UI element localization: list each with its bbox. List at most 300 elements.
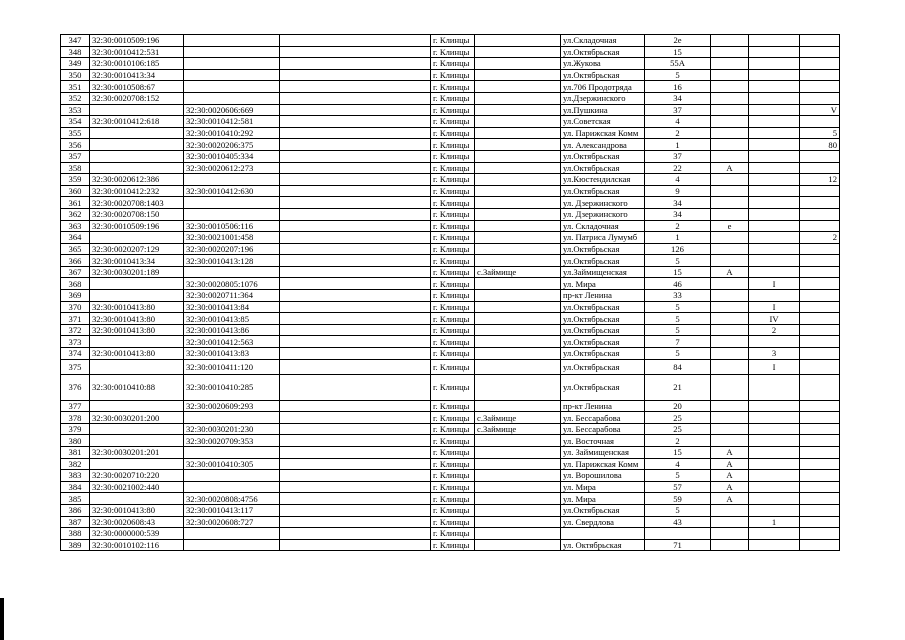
cell-cadastral-number [90, 232, 184, 244]
cell-building-cadastral-number: 32:30:0010413:85 [184, 313, 280, 325]
cell-street: ул. Октябрьская [561, 539, 645, 551]
cell-cadastral-number [90, 458, 184, 470]
cell-city: г. Клинцы [431, 220, 475, 232]
cell-cadastral-number [90, 162, 184, 174]
cell-locality [475, 458, 561, 470]
cell-city: г. Клинцы [431, 150, 475, 162]
cell-cadastral-number: 32:30:0010508:67 [90, 81, 184, 93]
cell-row-number: 383 [61, 470, 90, 482]
cell-city: г. Клинцы [431, 412, 475, 424]
cell-blank [280, 313, 431, 325]
cell-blank [280, 116, 431, 128]
cell-row-number: 382 [61, 458, 90, 470]
cell-locality: с.Займище [475, 423, 561, 435]
cell-locality [475, 359, 561, 374]
cell-house-letter: А [711, 447, 749, 459]
cell-house-letter [711, 255, 749, 267]
cell-blank [280, 516, 431, 528]
cell-house-number: 126 [645, 243, 711, 255]
cell-blank [280, 324, 431, 336]
cell-building-cadastral-number: 32:30:0020612:273 [184, 162, 280, 174]
cell-city: г. Клинцы [431, 46, 475, 58]
cell-city: г. Клинцы [431, 458, 475, 470]
cell-house-number: 16 [645, 81, 711, 93]
cell-block [749, 435, 800, 447]
cell-house-number: 1 [645, 139, 711, 151]
cell-house-letter [711, 58, 749, 70]
cell-building-cadastral-number [184, 481, 280, 493]
cell-locality [475, 400, 561, 412]
table-row [61, 447, 840, 459]
cell-house-number: 15 [645, 46, 711, 58]
cell-row-number: 364 [61, 232, 90, 244]
cell-street: ул.Октябрьская [561, 69, 645, 81]
cell-house-letter [711, 46, 749, 58]
cell-flat [800, 290, 840, 302]
cell-flat [800, 301, 840, 313]
cell-blank [280, 481, 431, 493]
cell-street: ул.Октябрьская [561, 348, 645, 360]
cell-building-cadastral-number [184, 197, 280, 209]
cell-row-number: 386 [61, 504, 90, 516]
cell-row-number: 351 [61, 81, 90, 93]
cell-house-letter [711, 539, 749, 551]
cell-street: ул.Займищенская [561, 266, 645, 278]
cell-flat [800, 243, 840, 255]
cell-cadastral-number: 32:30:0010412:618 [90, 116, 184, 128]
cell-building-cadastral-number: 32:30:0020711:364 [184, 290, 280, 302]
cell-cadastral-number: 32:30:0010412:531 [90, 46, 184, 58]
cell-row-number: 367 [61, 266, 90, 278]
cell-blank [280, 69, 431, 81]
cell-building-cadastral-number: 32:30:0020609:293 [184, 400, 280, 412]
cell-row-number: 348 [61, 46, 90, 58]
cell-building-cadastral-number: 32:30:0010411:120 [184, 359, 280, 374]
cell-city: г. Клинцы [431, 481, 475, 493]
cell-blank [280, 255, 431, 267]
cell-blank [280, 504, 431, 516]
cell-row-number: 360 [61, 185, 90, 197]
cell-cadastral-number [90, 435, 184, 447]
cell-locality [475, 69, 561, 81]
table-row [61, 162, 840, 174]
cell-block [749, 58, 800, 70]
cell-cadastral-number: 32:30:0030201:189 [90, 266, 184, 278]
cell-city: г. Клинцы [431, 470, 475, 482]
cell-building-cadastral-number [184, 470, 280, 482]
table-row [61, 470, 840, 482]
cell-house-number: 5 [645, 255, 711, 267]
cell-house-number: 57 [645, 481, 711, 493]
scan-edge-mark [0, 598, 4, 640]
cell-cadastral-number [90, 127, 184, 139]
cell-building-cadastral-number: 32:30:0010405:334 [184, 150, 280, 162]
cell-building-cadastral-number [184, 174, 280, 186]
table-row [61, 46, 840, 58]
cell-house-letter: А [711, 266, 749, 278]
cell-flat [800, 400, 840, 412]
table-row [61, 313, 840, 325]
cell-flat [800, 423, 840, 435]
cell-blank [280, 412, 431, 424]
cell-locality [475, 255, 561, 267]
cell-house-number: 4 [645, 458, 711, 470]
cell-row-number: 375 [61, 359, 90, 374]
cell-block [749, 116, 800, 128]
cell-block [749, 290, 800, 302]
cell-cadastral-number: 32:30:0020708:150 [90, 208, 184, 220]
cell-flat [800, 150, 840, 162]
cell-cadastral-number: 32:30:0010509:196 [90, 220, 184, 232]
cell-house-number: 46 [645, 278, 711, 290]
cell-locality [475, 58, 561, 70]
cell-cadastral-number: 32:30:0010413:34 [90, 69, 184, 81]
table-row [61, 336, 840, 348]
cell-house-number: 37 [645, 150, 711, 162]
cell-house-letter [711, 116, 749, 128]
cell-block: IV [749, 313, 800, 325]
cell-flat [800, 58, 840, 70]
cell-locality [475, 470, 561, 482]
cell-city: г. Клинцы [431, 348, 475, 360]
cell-block [749, 208, 800, 220]
table-row [61, 348, 840, 360]
cell-house-letter [711, 290, 749, 302]
cell-row-number: 366 [61, 255, 90, 267]
cell-block [749, 243, 800, 255]
cell-city: г. Клинцы [431, 104, 475, 116]
cell-building-cadastral-number [184, 58, 280, 70]
cell-row-number: 353 [61, 104, 90, 116]
cell-house-number: 25 [645, 412, 711, 424]
table-row [61, 243, 840, 255]
cell-block [749, 336, 800, 348]
cell-house-number [645, 528, 711, 540]
cell-block [749, 374, 800, 400]
cell-house-number: 59 [645, 493, 711, 505]
cell-cadastral-number: 32:30:0010410:88 [90, 374, 184, 400]
cell-building-cadastral-number [184, 528, 280, 540]
cell-cadastral-number [90, 400, 184, 412]
table-row [61, 150, 840, 162]
table-row [61, 232, 840, 244]
cell-city: г. Клинцы [431, 92, 475, 104]
cell-blank [280, 528, 431, 540]
cell-blank [280, 208, 431, 220]
cell-cadastral-number: 32:30:0020612:386 [90, 174, 184, 186]
cell-cadastral-number: 32:30:0020708:152 [90, 92, 184, 104]
cell-city: г. Клинцы [431, 81, 475, 93]
cell-blank [280, 58, 431, 70]
cell-street: ул.Октябрьская [561, 255, 645, 267]
table-row [61, 400, 840, 412]
cell-street: ул. Мира [561, 278, 645, 290]
cell-house-letter [711, 127, 749, 139]
cell-block [749, 423, 800, 435]
cell-building-cadastral-number [184, 46, 280, 58]
cell-city: г. Клинцы [431, 493, 475, 505]
cell-row-number: 371 [61, 313, 90, 325]
cell-building-cadastral-number: 32:30:0021001:458 [184, 232, 280, 244]
cell-row-number: 363 [61, 220, 90, 232]
cell-house-letter [711, 150, 749, 162]
cell-house-number: 2е [645, 35, 711, 47]
cell-city: г. Клинцы [431, 255, 475, 267]
cell-street: ул.Октябрьская [561, 313, 645, 325]
cell-street: ул. Мира [561, 493, 645, 505]
cell-city: г. Клинцы [431, 336, 475, 348]
cell-blank [280, 348, 431, 360]
cell-street: ул.706 Продотряда [561, 81, 645, 93]
cell-block: 1 [749, 516, 800, 528]
cell-row-number: 389 [61, 539, 90, 551]
cell-building-cadastral-number: 32:30:0020709:353 [184, 435, 280, 447]
cell-building-cadastral-number [184, 266, 280, 278]
cell-building-cadastral-number: 32:30:0020206:375 [184, 139, 280, 151]
cell-flat [800, 412, 840, 424]
cell-row-number: 356 [61, 139, 90, 151]
cell-house-letter [711, 81, 749, 93]
cell-street: ул.Октябрьская [561, 504, 645, 516]
cell-block [749, 539, 800, 551]
cell-block [749, 197, 800, 209]
cell-street: ул.Октябрьская [561, 301, 645, 313]
cell-row-number: 357 [61, 150, 90, 162]
cell-house-number: 15 [645, 266, 711, 278]
table-row [61, 504, 840, 516]
cell-house-number: 5 [645, 470, 711, 482]
cell-block [749, 447, 800, 459]
cell-cadastral-number: 32:30:0000000:539 [90, 528, 184, 540]
cell-flat: V [800, 104, 840, 116]
cell-cadastral-number: 32:30:0010413:80 [90, 324, 184, 336]
table-row [61, 412, 840, 424]
cell-blank [280, 243, 431, 255]
cell-house-letter [711, 516, 749, 528]
cell-city: г. Клинцы [431, 139, 475, 151]
cell-house-number: 5 [645, 324, 711, 336]
cell-house-letter [711, 92, 749, 104]
cell-house-number: 5 [645, 301, 711, 313]
cell-block [749, 400, 800, 412]
table-row [61, 324, 840, 336]
cell-house-number: 34 [645, 208, 711, 220]
cell-row-number: 362 [61, 208, 90, 220]
cell-flat [800, 348, 840, 360]
cell-city: г. Клинцы [431, 243, 475, 255]
cell-building-cadastral-number: 32:30:0010412:563 [184, 336, 280, 348]
cell-row-number: 373 [61, 336, 90, 348]
cell-house-number: 43 [645, 516, 711, 528]
cell-block [749, 493, 800, 505]
cell-cadastral-number: 32:30:0010413:80 [90, 301, 184, 313]
table-row [61, 174, 840, 186]
cell-block [749, 481, 800, 493]
cell-street: ул.Октябрьская [561, 162, 645, 174]
cell-cadastral-number: 32:30:0010106:185 [90, 58, 184, 70]
cell-locality [475, 313, 561, 325]
cell-block [749, 139, 800, 151]
cell-flat: 12 [800, 174, 840, 186]
cell-locality [475, 232, 561, 244]
cell-city: г. Клинцы [431, 58, 475, 70]
cell-house-letter [711, 35, 749, 47]
cell-street: ул.Складочная [561, 35, 645, 47]
table-row [61, 208, 840, 220]
cell-street: ул. Патриса Лумумб [561, 232, 645, 244]
cell-house-letter [711, 174, 749, 186]
cell-flat [800, 162, 840, 174]
cell-building-cadastral-number: 32:30:0010413:128 [184, 255, 280, 267]
cell-blank [280, 81, 431, 93]
cell-cadastral-number: 32:30:0010413:80 [90, 504, 184, 516]
cell-house-number: 34 [645, 197, 711, 209]
cell-street: ул.Кюстендилская [561, 174, 645, 186]
cell-city: г. Клинцы [431, 278, 475, 290]
cell-house-letter [711, 139, 749, 151]
cell-row-number: 352 [61, 92, 90, 104]
cell-block [749, 92, 800, 104]
cell-house-number: 15 [645, 447, 711, 459]
cell-cadastral-number [90, 290, 184, 302]
cell-locality [475, 516, 561, 528]
table-row [61, 58, 840, 70]
cell-locality [475, 374, 561, 400]
cell-block [749, 162, 800, 174]
cell-flat [800, 336, 840, 348]
cell-house-letter [711, 400, 749, 412]
cell-block [749, 174, 800, 186]
cell-blank [280, 46, 431, 58]
cell-street: ул. Займищенская [561, 447, 645, 459]
cell-blank [280, 278, 431, 290]
cell-house-letter [711, 423, 749, 435]
cell-cadastral-number: 32:30:0010102:116 [90, 539, 184, 551]
cell-locality [475, 528, 561, 540]
cell-locality [475, 127, 561, 139]
cell-house-letter: е [711, 220, 749, 232]
cell-cadastral-number: 32:30:0010413:34 [90, 255, 184, 267]
cell-row-number: 378 [61, 412, 90, 424]
cell-block: I [749, 359, 800, 374]
cell-house-letter [711, 104, 749, 116]
cell-street: ул. Мира [561, 481, 645, 493]
cell-city: г. Клинцы [431, 313, 475, 325]
table-row [61, 220, 840, 232]
cell-locality [475, 481, 561, 493]
cell-blank [280, 400, 431, 412]
cell-building-cadastral-number [184, 447, 280, 459]
cell-city: г. Клинцы [431, 423, 475, 435]
cell-cadastral-number: 32:30:0020708:1403 [90, 197, 184, 209]
cell-city: г. Клинцы [431, 516, 475, 528]
cell-cadastral-number [90, 493, 184, 505]
cell-street: ул.Жукова [561, 58, 645, 70]
table-row [61, 435, 840, 447]
cell-row-number: 372 [61, 324, 90, 336]
cell-house-number: 34 [645, 92, 711, 104]
cell-flat [800, 447, 840, 459]
cell-cadastral-number [90, 150, 184, 162]
cell-house-letter [711, 412, 749, 424]
cell-block [749, 458, 800, 470]
cell-house-letter: А [711, 481, 749, 493]
cell-street: ул.Октябрьская [561, 150, 645, 162]
cell-house-number: 5 [645, 313, 711, 325]
cell-blank [280, 127, 431, 139]
cell-blank [280, 423, 431, 435]
cell-building-cadastral-number: 32:30:0030201:230 [184, 423, 280, 435]
cell-locality [475, 162, 561, 174]
cell-house-number: 9 [645, 185, 711, 197]
table-row [61, 35, 840, 47]
cell-house-number: 7 [645, 336, 711, 348]
cell-cadastral-number: 32:30:0030201:200 [90, 412, 184, 424]
table-row [61, 493, 840, 505]
cell-locality [475, 301, 561, 313]
cell-blank [280, 374, 431, 400]
table-row [61, 255, 840, 267]
cell-building-cadastral-number [184, 412, 280, 424]
cell-house-letter [711, 348, 749, 360]
cell-house-letter [711, 208, 749, 220]
cell-block [749, 255, 800, 267]
cell-city: г. Клинцы [431, 504, 475, 516]
cell-city: г. Клинцы [431, 435, 475, 447]
cell-locality [475, 174, 561, 186]
cell-block: 2 [749, 324, 800, 336]
cell-street: ул. Дзержинского [561, 197, 645, 209]
cell-city: г. Клинцы [431, 324, 475, 336]
cell-house-letter: А [711, 470, 749, 482]
cell-city: г. Клинцы [431, 374, 475, 400]
cell-locality [475, 46, 561, 58]
cell-cadastral-number: 32:30:0010412:232 [90, 185, 184, 197]
table-row [61, 528, 840, 540]
cell-blank [280, 266, 431, 278]
cell-house-number: 33 [645, 290, 711, 302]
cell-blank [280, 290, 431, 302]
table-row [61, 92, 840, 104]
cell-blank [280, 220, 431, 232]
cell-blank [280, 92, 431, 104]
cell-row-number: 387 [61, 516, 90, 528]
cell-city: г. Клинцы [431, 174, 475, 186]
cell-city: г. Клинцы [431, 232, 475, 244]
cell-city: г. Клинцы [431, 197, 475, 209]
cell-building-cadastral-number: 32:30:0010412:581 [184, 116, 280, 128]
cell-house-letter [711, 301, 749, 313]
cell-building-cadastral-number: 32:30:0010412:630 [184, 185, 280, 197]
cell-street [561, 528, 645, 540]
cell-cadastral-number: 32:30:0020608:43 [90, 516, 184, 528]
cell-building-cadastral-number: 32:30:0010506:116 [184, 220, 280, 232]
cell-street: ул.Октябрьская [561, 46, 645, 58]
cell-house-letter [711, 435, 749, 447]
cell-house-number: 5 [645, 504, 711, 516]
cell-row-number: 388 [61, 528, 90, 540]
cell-building-cadastral-number [184, 539, 280, 551]
cell-building-cadastral-number: 32:30:0010410:292 [184, 127, 280, 139]
cell-city: г. Клинцы [431, 301, 475, 313]
cell-block [749, 46, 800, 58]
cell-blank [280, 539, 431, 551]
table-row [61, 116, 840, 128]
cell-building-cadastral-number: 32:30:0020207:196 [184, 243, 280, 255]
cell-flat [800, 458, 840, 470]
cell-flat [800, 374, 840, 400]
table-row [61, 278, 840, 290]
